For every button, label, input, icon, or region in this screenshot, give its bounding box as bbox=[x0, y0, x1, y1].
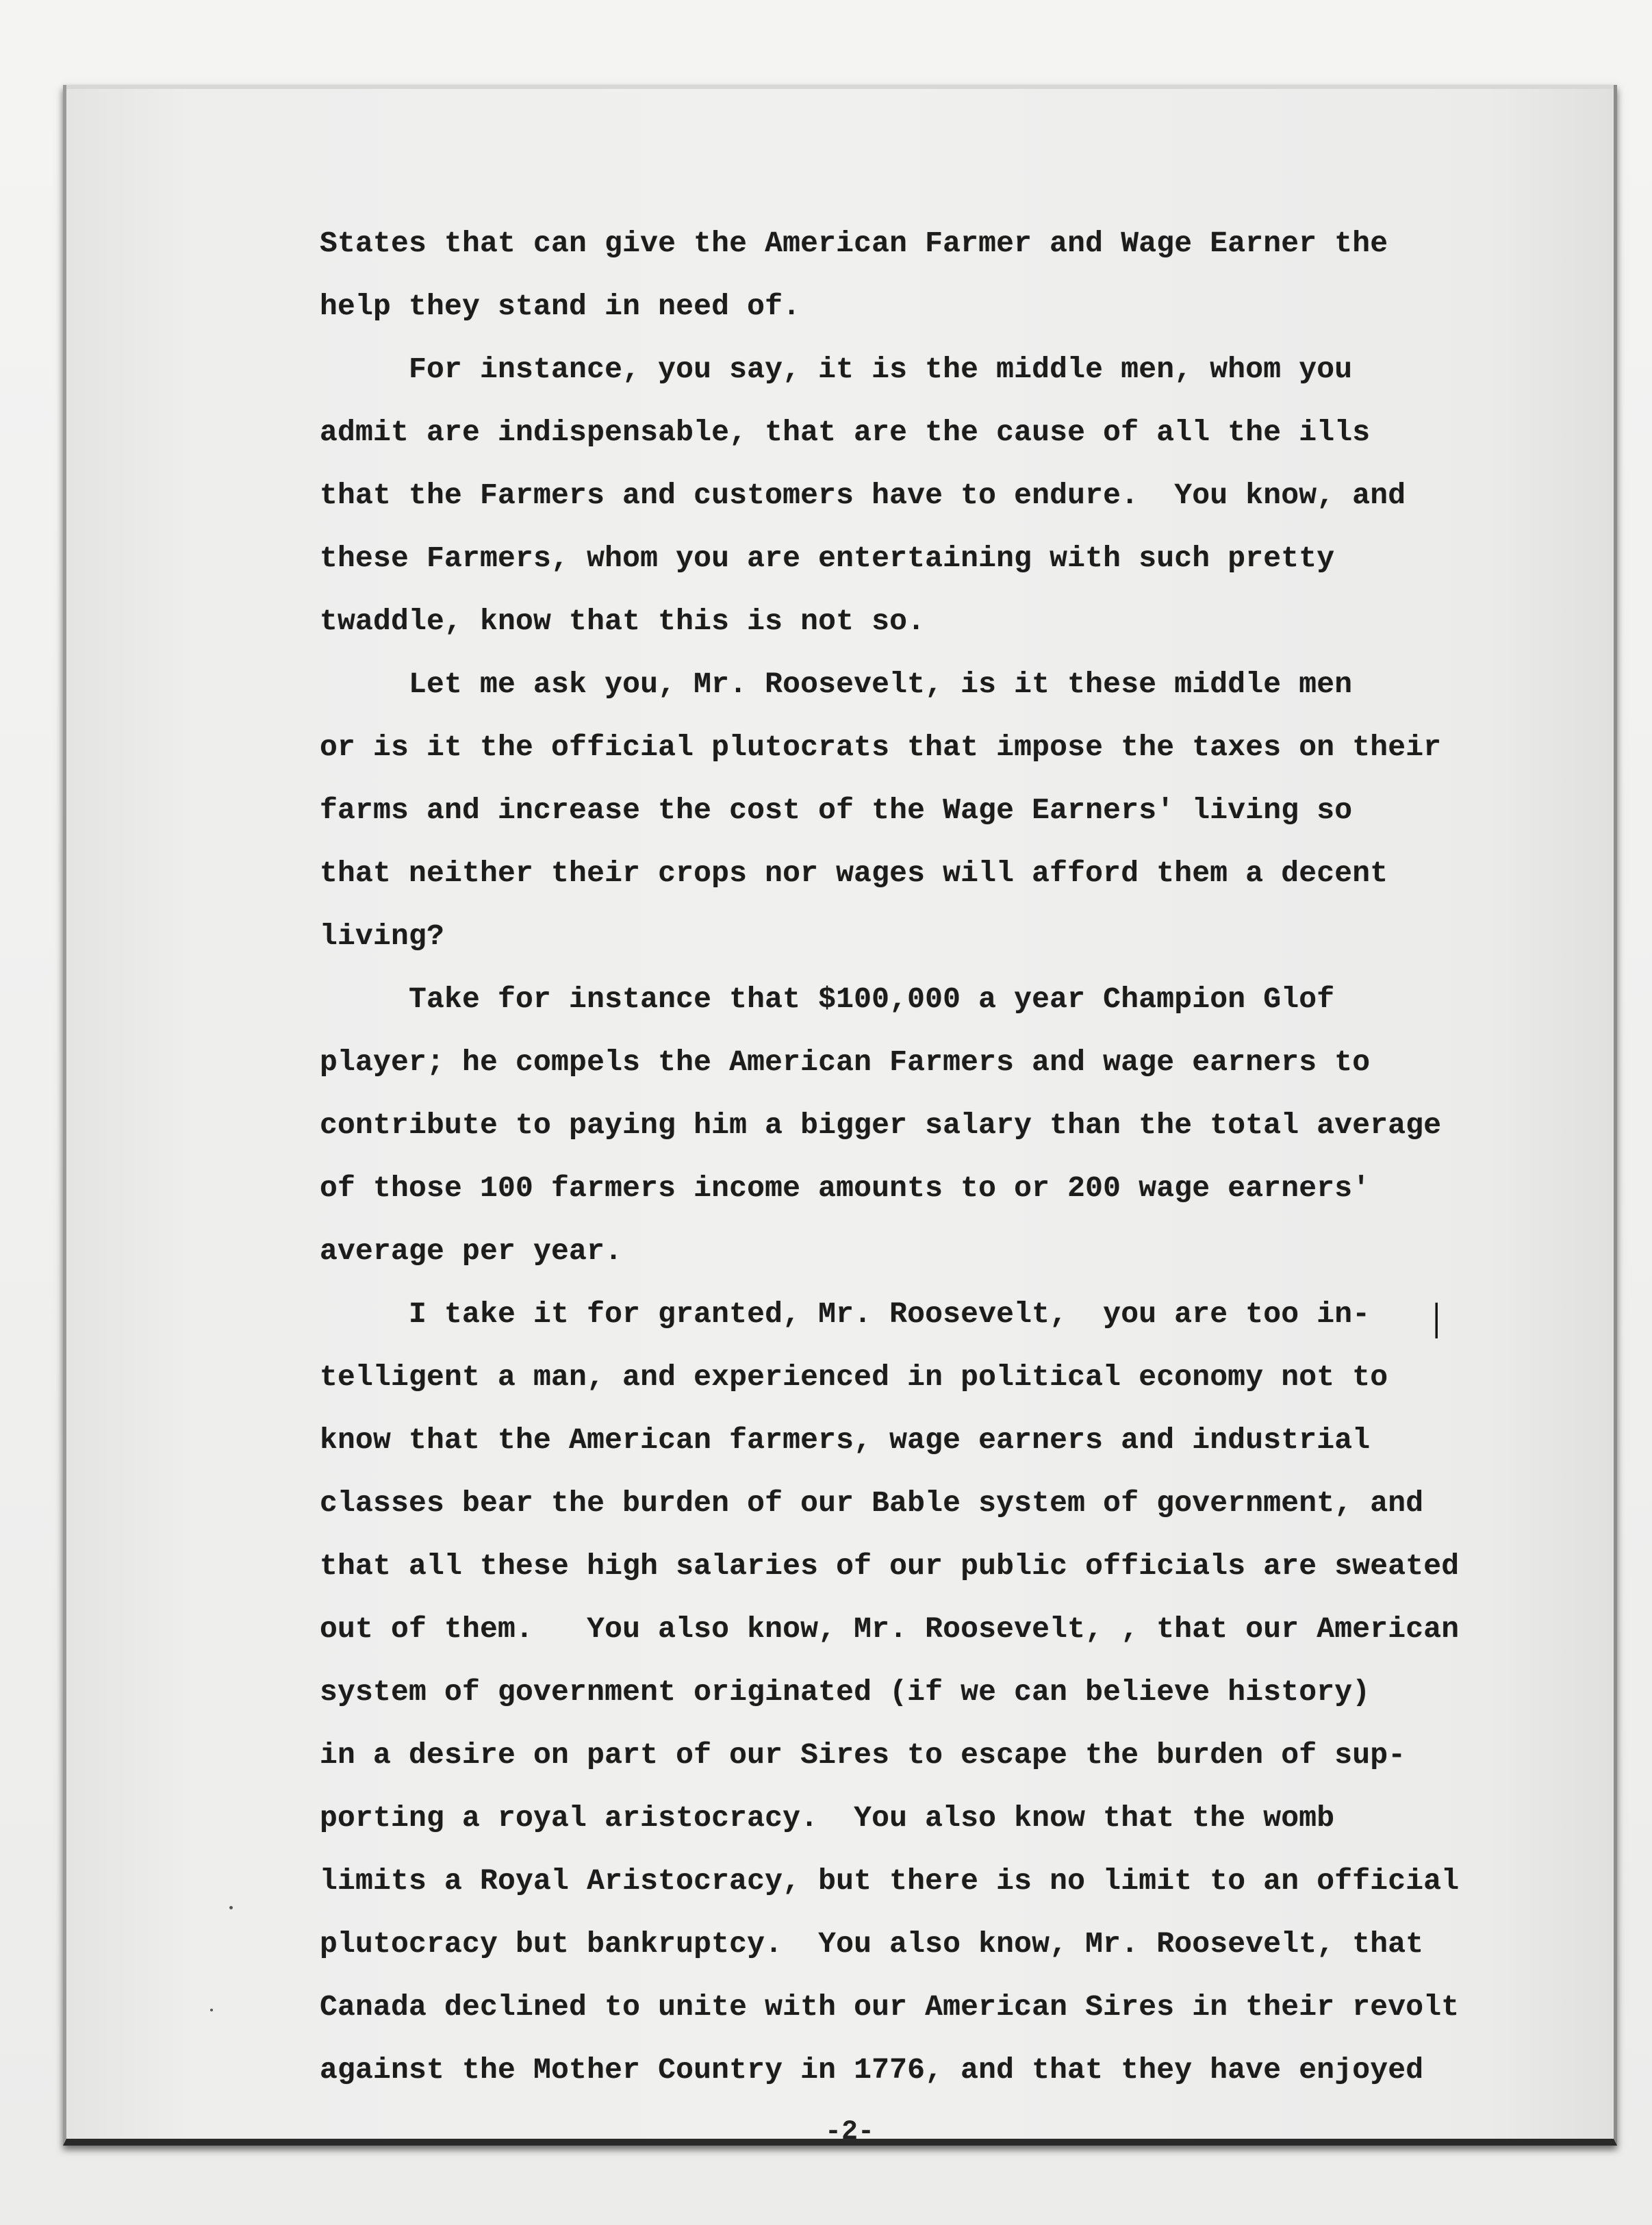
pen-correction-mark: │ bbox=[1427, 1304, 1446, 1338]
text-line: against the Mother Country in 1776, and that they have enjoyed bbox=[320, 2053, 1424, 2087]
text-line: Take for instance that $100,000 a year Champion Glof bbox=[320, 982, 1335, 1016]
text-line: For instance, you say, it is the middle men, whom you bbox=[320, 353, 1353, 386]
text-line: of those 100 farmers income amounts to or 200 wage earners' bbox=[320, 1171, 1371, 1205]
text-line: that all these high salaries of our public officials are sweated bbox=[320, 1549, 1460, 1583]
text-line: average per year. bbox=[320, 1234, 623, 1268]
text-line: classes bear the burden of our Bable system of government, and bbox=[320, 1486, 1424, 1520]
page-number: -2- bbox=[825, 2117, 875, 2148]
text-line: that neither their crops nor wages will afford them a decent bbox=[320, 856, 1388, 890]
text-line: contribute to paying him a bigger salary than the total average bbox=[320, 1108, 1442, 1142]
text-line: out of them. You also know, Mr. Roosevelt, , that our American bbox=[320, 1612, 1460, 1646]
text-line: help they stand in need of. bbox=[320, 290, 801, 323]
page-top-edge bbox=[66, 85, 1614, 89]
text-line: admit are indispensable, that are the cause of all the ills bbox=[320, 416, 1371, 449]
text-line: system of government originated (if we can believe history) bbox=[320, 1675, 1371, 1709]
text-line: plutocracy but bankruptcy. You also know, Mr. Roosevelt, that bbox=[320, 1927, 1424, 1961]
text-line: twaddle, know that this is not so. bbox=[320, 605, 926, 638]
text-line: that the Farmers and customers have to endure. You know, and bbox=[320, 479, 1406, 512]
text-line: these Farmers, whom you are entertaining with such pretty bbox=[320, 542, 1335, 575]
document-page bbox=[63, 85, 1617, 2146]
text-line: or is it the official plutocrats that impose the taxes on their bbox=[320, 730, 1442, 764]
text-line: know that the American farmers, wage earners and industrial bbox=[320, 1423, 1371, 1457]
text-line: farms and increase the cost of the Wage Earners' living so bbox=[320, 793, 1353, 827]
text-line: living? bbox=[320, 919, 445, 953]
scan-speck bbox=[229, 1906, 233, 1909]
text-line: player; he compels the American Farmers and wage earners to bbox=[320, 1045, 1371, 1079]
text-line: Canada declined to unite with our American Sires in their revolt bbox=[320, 1990, 1460, 2024]
text-line: telligent a man, and experienced in political economy not to bbox=[320, 1360, 1388, 1394]
text-line: Let me ask you, Mr. Roosevelt, is it these middle men bbox=[320, 668, 1353, 701]
text-line: limits a Royal Aristocracy, but there is no limit to an official bbox=[320, 1864, 1460, 1898]
text-line: States that can give the American Farmer and Wage Earner the bbox=[320, 227, 1388, 260]
text-line: porting a royal aristocracy. You also know that the womb bbox=[320, 1801, 1335, 1835]
text-line: I take it for granted, Mr. Roosevelt, you are too in- bbox=[320, 1297, 1371, 1331]
text-line: in a desire on part of our Sires to escape the burden of sup- bbox=[320, 1738, 1406, 1772]
scan-speck bbox=[210, 2009, 213, 2011]
